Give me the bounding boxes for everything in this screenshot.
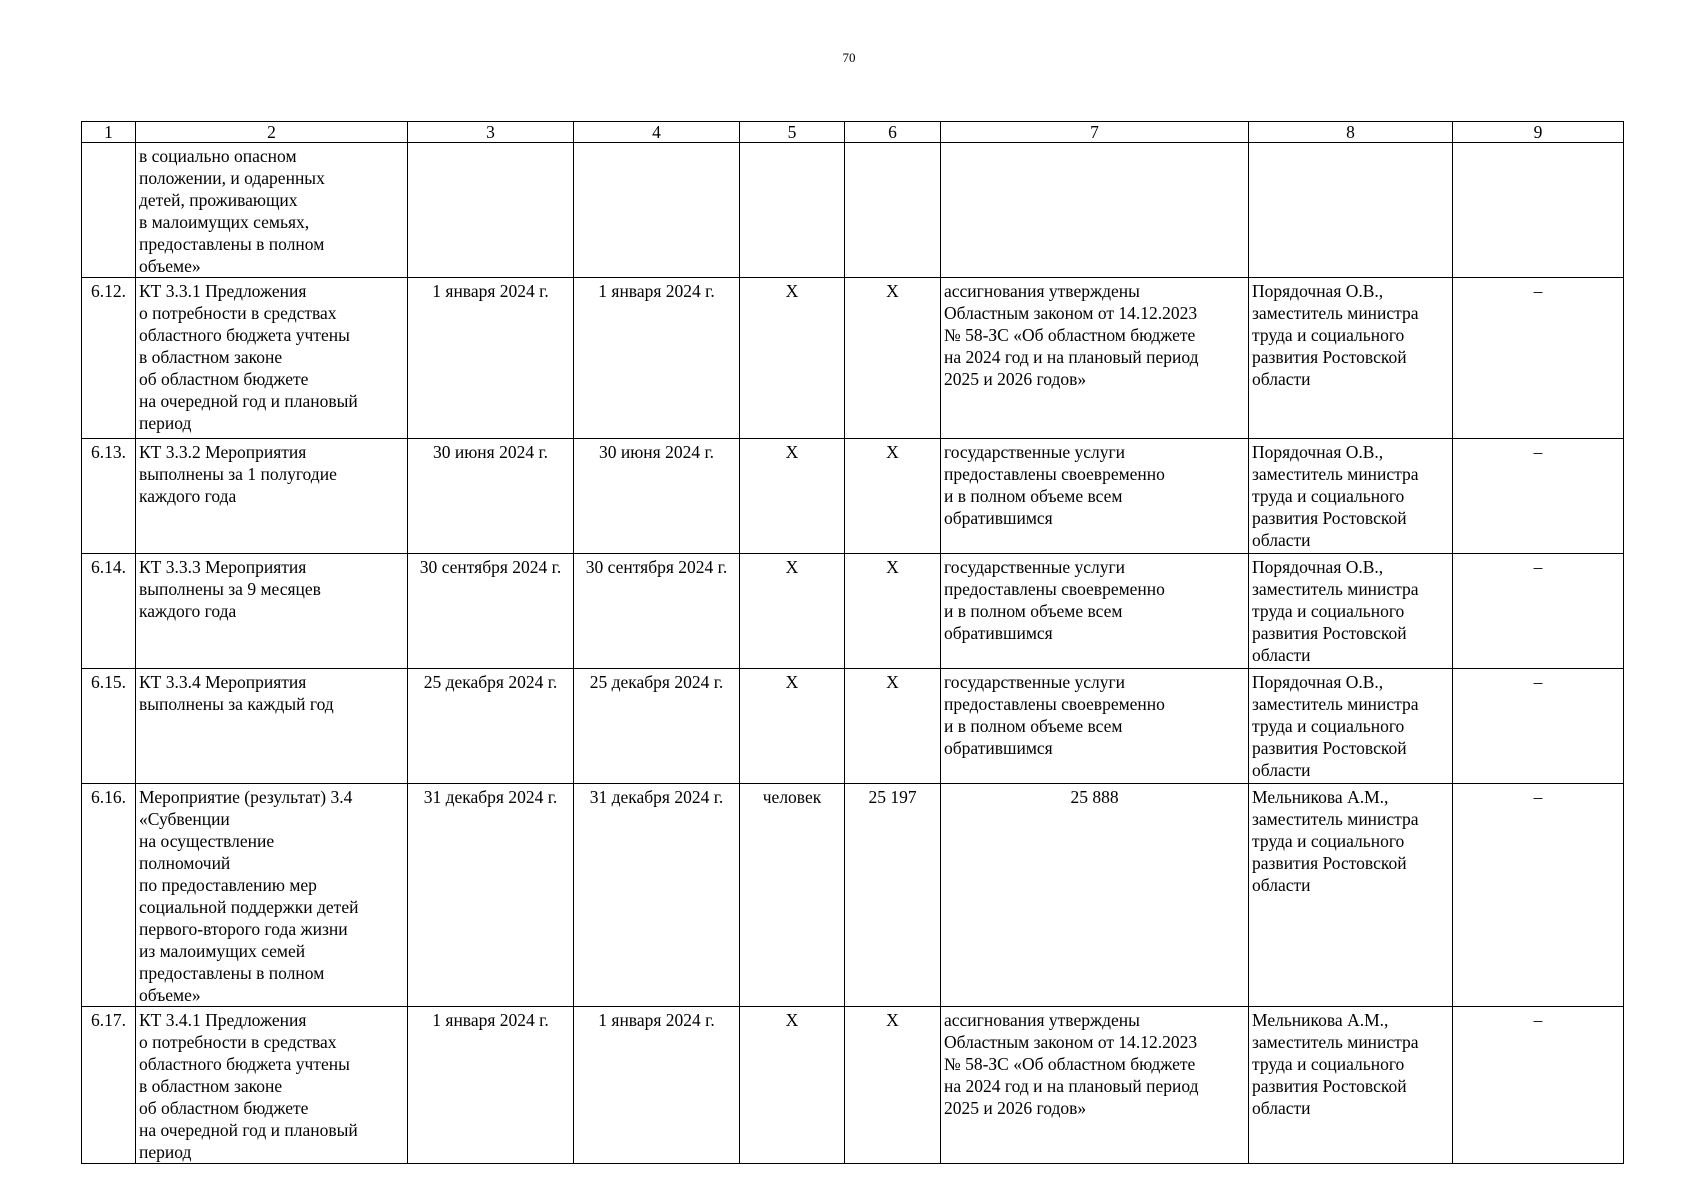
start-date: 31 декабря 2024 г. (408, 784, 574, 1007)
table-row (82, 784, 1624, 1007)
base-value: Х (845, 439, 941, 554)
responsible: Мельникова А.М., заместитель министра труда и социального развития Ростовской области (1249, 1007, 1453, 1164)
base-value: Х (845, 1007, 941, 1164)
row-number: 6.15. (82, 669, 136, 784)
row-number (82, 143, 136, 278)
responsible (1249, 143, 1453, 278)
note: – (1453, 278, 1624, 439)
result-value (941, 143, 1249, 278)
result-value: ассигнования утверждены Областным законом от 14.12.2023 № 58-ЗС «Об областном бюджете на 2024 год и на плановый период 2025 и 2026 годов» (941, 1007, 1249, 1164)
table-row (82, 143, 1624, 278)
event-name: КТ 3.4.1 Предложения о потребности в средствах областного бюджета учтены в областном законе об областном бюджете на очередной год и плановый период (136, 1007, 408, 1164)
row-number: 6.13. (82, 439, 136, 554)
note: – (1453, 784, 1624, 1007)
header-col-5: 5 (740, 122, 845, 143)
note: – (1453, 669, 1624, 784)
unit: Х (740, 278, 845, 439)
end-date: 1 января 2024 г. (574, 278, 740, 439)
row-number: 6.14. (82, 554, 136, 669)
base-value: Х (845, 554, 941, 669)
table-row (82, 554, 1624, 669)
result-value: 25 888 (941, 784, 1249, 1007)
row-number: 6.17. (82, 1007, 136, 1164)
table-row (82, 278, 1624, 439)
result-value: ассигнования утверждены Областным законом от 14.12.2023 № 58-ЗС «Об областном бюджете на 2024 год и на плановый период 2025 и 2026 годов» (941, 278, 1249, 439)
note: – (1453, 439, 1624, 554)
base-value (845, 143, 941, 278)
end-date: 1 января 2024 г. (574, 1007, 740, 1164)
header-col-9: 9 (1453, 122, 1624, 143)
end-date: 30 июня 2024 г. (574, 439, 740, 554)
start-date: 30 сентября 2024 г. (408, 554, 574, 669)
start-date: 1 января 2024 г. (408, 278, 574, 439)
event-name: КТ 3.3.3 Мероприятия выполнены за 9 месяцев каждого года (136, 554, 408, 669)
end-date (574, 143, 740, 278)
base-value: Х (845, 278, 941, 439)
header-col-1: 1 (82, 122, 136, 143)
note: – (1453, 554, 1624, 669)
start-date (408, 143, 574, 278)
plan-table (81, 121, 1624, 1164)
end-date: 25 декабря 2024 г. (574, 669, 740, 784)
result-value: государственные услуги предоставлены своевременно и в полном объеме всем обратившимся (941, 669, 1249, 784)
row-number: 6.12. (82, 278, 136, 439)
header-col-2: 2 (136, 122, 408, 143)
note: – (1453, 1007, 1624, 1164)
unit (740, 143, 845, 278)
header-col-3: 3 (408, 122, 574, 143)
responsible: Порядочная О.В., заместитель министра труда и социального развития Ростовской области (1249, 554, 1453, 669)
row-number: 6.16. (82, 784, 136, 1007)
header-col-7: 7 (941, 122, 1249, 143)
responsible: Мельникова А.М., заместитель министра труда и социального развития Ростовской области (1249, 784, 1453, 1007)
table-row (82, 439, 1624, 554)
page-number: 70 (842, 50, 856, 65)
table-row (82, 1007, 1624, 1164)
header-col-4: 4 (574, 122, 740, 143)
unit: Х (740, 554, 845, 669)
responsible: Порядочная О.В., заместитель министра труда и социального развития Ростовской области (1249, 439, 1453, 554)
event-name: КТ 3.3.4 Мероприятия выполнены за каждый год (136, 669, 408, 784)
event-name: Мероприятие (результат) 3.4 «Субвенции на осуществление полномочий по предоставлению мер социальной поддержки детей первого-второго года жизни из малоимущих семей предоставлены в полном объеме» (136, 784, 408, 1007)
start-date: 1 января 2024 г. (408, 1007, 574, 1164)
header-col-6: 6 (845, 122, 941, 143)
event-name: КТ 3.3.1 Предложения о потребности в средствах областного бюджета учтены в областном законе об областном бюджете на очередной год и плановый период (136, 278, 408, 439)
end-date: 31 декабря 2024 г. (574, 784, 740, 1007)
header-col-8: 8 (1249, 122, 1453, 143)
end-date: 30 сентября 2024 г. (574, 554, 740, 669)
table-row (82, 669, 1624, 784)
unit: Х (740, 669, 845, 784)
start-date: 30 июня 2024 г. (408, 439, 574, 554)
responsible: Порядочная О.В., заместитель министра труда и социального развития Ростовской области (1249, 669, 1453, 784)
event-name: КТ 3.3.2 Мероприятия выполнены за 1 полугодие каждого года (136, 439, 408, 554)
start-date: 25 декабря 2024 г. (408, 669, 574, 784)
note (1453, 143, 1624, 278)
unit: Х (740, 439, 845, 554)
base-value: 25 197 (845, 784, 941, 1007)
unit: человек (740, 784, 845, 1007)
base-value: Х (845, 669, 941, 784)
result-value: государственные услуги предоставлены своевременно и в полном объеме всем обратившимся (941, 439, 1249, 554)
unit: Х (740, 1007, 845, 1164)
responsible: Порядочная О.В., заместитель министра труда и социального развития Ростовской области (1249, 278, 1453, 439)
event-name: в социально опасном положении, и одаренных детей, проживающих в малоимущих семьях, предоставлены в полном объеме» (136, 143, 408, 278)
header-row (82, 122, 1624, 143)
result-value: государственные услуги предоставлены своевременно и в полном объеме всем обратившимся (941, 554, 1249, 669)
